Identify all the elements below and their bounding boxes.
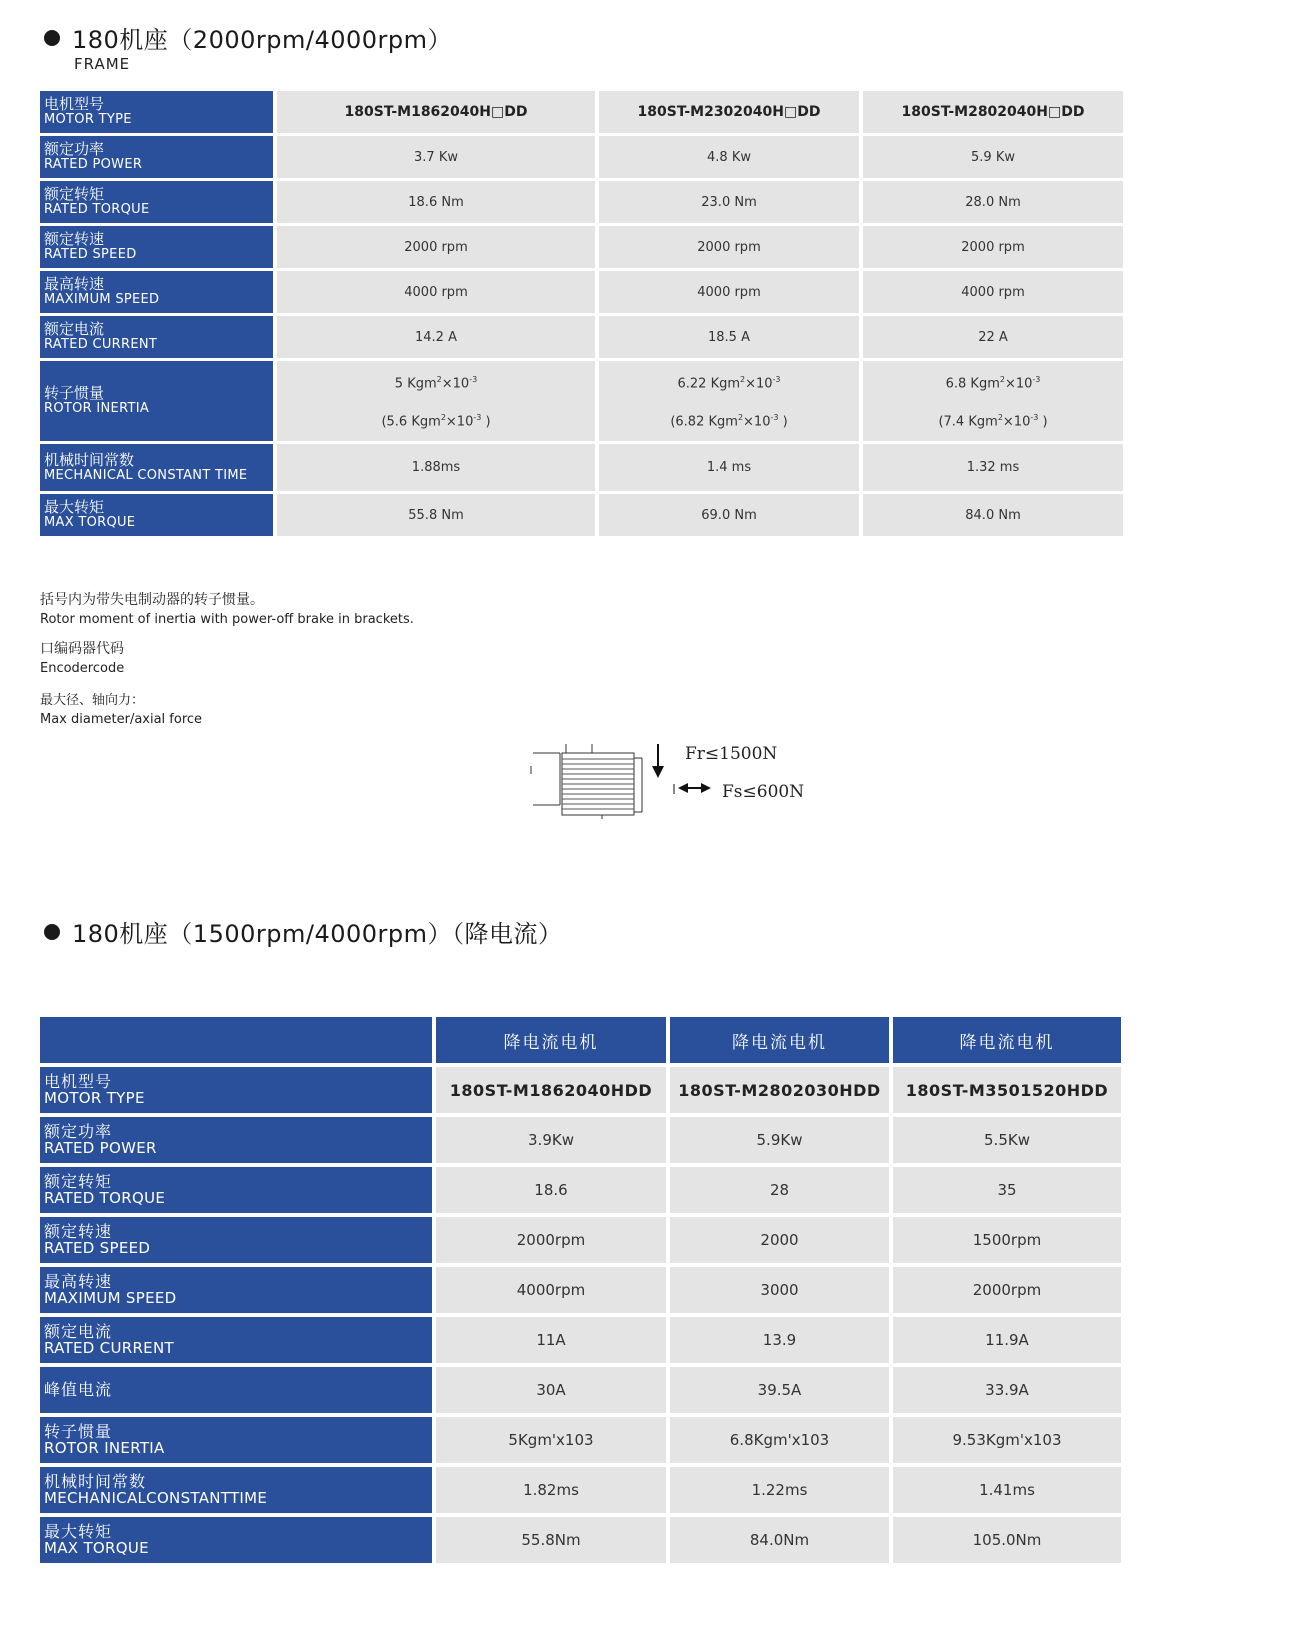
value-cell: 28 xyxy=(670,1167,889,1213)
value-cell: 55.8 Nm xyxy=(277,494,595,536)
paren-open: ( xyxy=(381,414,387,430)
row-label xyxy=(40,444,273,491)
row-label-zh: 机械时间常数 xyxy=(44,450,135,469)
table-row xyxy=(40,271,1123,313)
row-label xyxy=(40,226,273,268)
value-cell: 4000 rpm xyxy=(277,271,595,313)
paren-open: ( xyxy=(670,414,676,430)
section1-heading xyxy=(44,20,452,55)
table-row xyxy=(40,136,1123,178)
value-cell: 5.9 Kw xyxy=(863,136,1123,178)
value-cell: 28.0 Nm xyxy=(863,181,1123,223)
spec-table-reduced-current xyxy=(36,1013,1125,1567)
inertia-brake-value xyxy=(863,401,1123,439)
table-row xyxy=(40,226,1123,268)
row-label-zh: 转子惯量 xyxy=(44,384,105,403)
row-label-en: RATED POWER xyxy=(44,1138,157,1157)
value-cell: 1.88ms xyxy=(277,444,595,491)
row-label-en: RATED TORQUE xyxy=(44,202,150,218)
value-cell: 55.8Nm xyxy=(436,1517,666,1563)
inertia-exp: -3 xyxy=(1030,413,1039,422)
value-cell: 2000 rpm xyxy=(863,226,1123,268)
table-row xyxy=(40,91,1123,133)
inertia-unit: Kgm xyxy=(968,414,998,430)
row-label xyxy=(40,1267,432,1313)
table-row xyxy=(40,1117,1121,1163)
table-row xyxy=(40,1067,1121,1113)
frame-label: FRAME xyxy=(74,55,131,73)
row-label xyxy=(40,1317,432,1363)
paren-open: ( xyxy=(938,414,944,430)
table-row xyxy=(40,316,1123,358)
inertia-unit-sup: 2 xyxy=(440,413,446,422)
row-label xyxy=(40,1217,432,1263)
value-cell: 3000 xyxy=(670,1267,889,1313)
row-label xyxy=(40,1517,432,1563)
row-label xyxy=(40,1167,432,1213)
table-row xyxy=(40,494,1123,536)
table-row xyxy=(40,1417,1121,1463)
table-row xyxy=(40,1317,1121,1363)
table-row xyxy=(40,361,1123,441)
inertia-times: ×10 xyxy=(745,376,773,391)
inertia-unit: Kgm xyxy=(970,376,1000,391)
table-header-row xyxy=(40,1017,1121,1063)
inertia-times: ×10 xyxy=(445,414,474,430)
brake-note-en: Rotor moment of inertia with power-off brake in brackets. xyxy=(40,612,414,627)
table-row xyxy=(40,444,1123,491)
column-header: 降电流电机 xyxy=(893,1017,1121,1063)
header-blank-cell xyxy=(40,1017,432,1063)
inertia-exp: -3 xyxy=(770,413,779,422)
inertia-number: 6.8 xyxy=(945,376,967,391)
row-label-zh: 额定功率 xyxy=(44,1121,113,1141)
value-cell: 13.9 xyxy=(670,1317,889,1363)
motor-model-cell: 180ST-M1862040H□DD xyxy=(277,91,595,133)
fr-label: Fr≤1500N xyxy=(685,744,778,764)
value-cell: 5.5Kw xyxy=(893,1117,1121,1163)
row-label-en: MAX TORQUE xyxy=(44,1538,149,1557)
row-label-zh: 额定转矩 xyxy=(44,1171,113,1191)
inertia-cell xyxy=(863,361,1123,441)
bullet-icon xyxy=(44,924,60,940)
inertia-unit-sup: 2 xyxy=(740,374,746,384)
row-label-en: MOTOR TYPE xyxy=(44,112,132,128)
value-cell: 18.5 A xyxy=(599,316,859,358)
value-cell: 5.9Kw xyxy=(670,1117,889,1163)
inertia-unit: Kgm xyxy=(407,376,437,391)
value-cell: 11.9A xyxy=(893,1317,1121,1363)
force-note xyxy=(40,691,202,729)
value-cell: 1.32 ms xyxy=(863,444,1123,491)
row-label-en: ROTOR INERTIA xyxy=(44,401,150,417)
inertia-value xyxy=(277,363,595,401)
column-header: 降电流电机 xyxy=(436,1017,666,1063)
value-cell: 2000 rpm xyxy=(599,226,859,268)
value-cell: 3.7 Kw xyxy=(277,136,595,178)
section2-heading xyxy=(44,914,563,949)
inertia-value xyxy=(863,363,1123,401)
row-label xyxy=(40,1067,432,1113)
row-label-en: RATED TORQUE xyxy=(44,1188,166,1207)
inertia-unit: Kgm xyxy=(708,414,738,430)
encoder-note-en: Encodercode xyxy=(40,661,125,676)
value-cell: 1.41ms xyxy=(893,1467,1121,1513)
motor-model-cell: 180ST-M2802030HDD xyxy=(670,1067,889,1113)
fs-label: Fs≤600N xyxy=(722,782,805,802)
encoder-note xyxy=(40,640,124,678)
inertia-cell xyxy=(599,361,859,441)
value-cell: 11A xyxy=(436,1317,666,1363)
inertia-times: ×10 xyxy=(743,414,771,430)
row-label-zh: 额定转速 xyxy=(44,1221,113,1241)
value-cell: 84.0Nm xyxy=(670,1517,889,1563)
table-row xyxy=(40,1217,1121,1263)
table-row xyxy=(40,1167,1121,1213)
inertia-times: ×10 xyxy=(441,376,470,391)
motor-model-cell: 180ST-M3501520HDD xyxy=(893,1067,1121,1113)
inertia-unit: Kgm xyxy=(411,414,441,430)
value-cell: 1.22ms xyxy=(670,1467,889,1513)
value-cell: 9.53Kgm'x103 xyxy=(893,1417,1121,1463)
value-cell: 18.6 xyxy=(436,1167,666,1213)
inertia-brake-number: 6.82 xyxy=(675,414,705,430)
value-cell: 6.8Kgm'x103 xyxy=(670,1417,889,1463)
value-cell: 2000 rpm xyxy=(277,226,595,268)
force-note-en: Max diameter/axial force xyxy=(40,712,203,727)
row-label xyxy=(40,136,273,178)
paren-close: ) xyxy=(782,414,788,430)
row-label xyxy=(40,1467,432,1513)
value-cell: 2000rpm xyxy=(893,1267,1121,1313)
motor-model-cell: 180ST-M2802040H□DD xyxy=(863,91,1123,133)
value-cell: 69.0 Nm xyxy=(599,494,859,536)
inertia-value xyxy=(599,363,859,401)
value-cell: 5Kgm'x103 xyxy=(436,1417,666,1463)
row-label-zh: 额定功率 xyxy=(44,140,105,159)
table-row xyxy=(40,1517,1121,1563)
inertia-cell xyxy=(277,361,595,441)
row-label-en: RATED CURRENT xyxy=(44,1338,174,1357)
value-cell: 39.5A xyxy=(670,1367,889,1413)
value-cell: 23.0 Nm xyxy=(599,181,859,223)
value-cell: 2000 xyxy=(670,1217,889,1263)
motor-model-cell: 180ST-M2302040H□DD xyxy=(599,91,859,133)
row-label-en: MOTOR TYPE xyxy=(44,1088,145,1107)
row-label xyxy=(40,91,273,133)
row-label xyxy=(40,1417,432,1463)
paren-close: ) xyxy=(485,414,491,430)
inertia-brake-number: 7.4 xyxy=(943,414,965,430)
row-label-en: MECHANICAL CONSTANT TIME xyxy=(44,467,248,483)
value-cell: 105.0Nm xyxy=(893,1517,1121,1563)
spec-table-2000rpm xyxy=(36,88,1127,539)
row-label xyxy=(40,1367,432,1413)
inertia-exp: -3 xyxy=(1032,374,1041,384)
row-label-zh: 最高转速 xyxy=(44,1271,113,1291)
brake-note xyxy=(40,591,414,629)
row-label xyxy=(40,181,273,223)
row-label-en: MAXIMUM SPEED xyxy=(44,292,160,308)
inertia-unit: Kgm xyxy=(710,376,741,391)
inertia-times: ×10 xyxy=(1004,376,1033,391)
section1-title: 180机座（2000rpm/4000rpm） xyxy=(72,26,453,54)
row-label-zh: 额定转矩 xyxy=(44,185,105,204)
inertia-number: 6.22 xyxy=(677,376,707,391)
value-cell: 3.9Kw xyxy=(436,1117,666,1163)
row-label-en: MAXIMUM SPEED xyxy=(44,1288,177,1307)
row-label-en: ROTOR INERTIA xyxy=(44,1438,165,1457)
table-row xyxy=(40,1367,1121,1413)
motor-model-cell: 180ST-M1862040HDD xyxy=(436,1067,666,1113)
inertia-exp: -3 xyxy=(469,374,478,384)
inertia-exp: -3 xyxy=(473,413,482,422)
row-label-en: RATED CURRENT xyxy=(44,337,158,353)
paren-close: ) xyxy=(1042,414,1048,430)
row-label-en: MECHANICALCONSTANTTIME xyxy=(44,1488,268,1507)
value-cell: 84.0 Nm xyxy=(863,494,1123,536)
value-cell: 14.2 A xyxy=(277,316,595,358)
force-note-zh: 最大径、轴向力： xyxy=(40,693,145,708)
value-cell: 2000rpm xyxy=(436,1217,666,1263)
row-label xyxy=(40,361,273,441)
inertia-unit-sup: 2 xyxy=(737,413,744,422)
encoder-note-zh: 口编码器代码 xyxy=(40,641,124,657)
row-label-en: RATED SPEED xyxy=(44,247,137,263)
row-label-en: RATED SPEED xyxy=(44,1238,151,1257)
value-cell: 4000rpm xyxy=(436,1267,666,1313)
row-label-zh: 最高转速 xyxy=(44,275,105,294)
inertia-brake-value xyxy=(599,401,859,439)
table-row xyxy=(40,1267,1121,1313)
bullet-icon xyxy=(44,30,60,46)
row-label-zh: 转子惯量 xyxy=(44,1421,113,1441)
row-label xyxy=(40,271,273,313)
value-cell: 4000 rpm xyxy=(863,271,1123,313)
brake-note-zh: 括号内为带失电制动器的转子惯量。 xyxy=(40,592,264,608)
row-label-zh: 额定电流 xyxy=(44,1321,113,1341)
value-cell: 1500rpm xyxy=(893,1217,1121,1263)
row-label-en: RATED POWER xyxy=(44,157,143,173)
table-row xyxy=(40,1467,1121,1513)
inertia-unit-sup: 2 xyxy=(999,374,1005,384)
row-label-en: MAX TORQUE xyxy=(44,515,136,531)
value-cell: 4000 rpm xyxy=(599,271,859,313)
inertia-unit-sup: 2 xyxy=(997,413,1003,422)
column-header: 降电流电机 xyxy=(670,1017,889,1063)
value-cell: 1.82ms xyxy=(436,1467,666,1513)
value-cell: 35 xyxy=(893,1167,1121,1213)
row-label-zh: 峰值电流 xyxy=(44,1379,113,1399)
value-cell: 1.4 ms xyxy=(599,444,859,491)
value-cell: 18.6 Nm xyxy=(277,181,595,223)
value-cell: 30A xyxy=(436,1367,666,1413)
inertia-brake-number: 5.6 xyxy=(386,414,408,430)
inertia-unit-sup: 2 xyxy=(436,374,442,384)
row-label-zh: 电机型号 xyxy=(44,95,105,114)
row-label-zh: 额定电流 xyxy=(44,320,105,339)
inertia-brake-value xyxy=(277,401,595,439)
value-cell: 22 A xyxy=(863,316,1123,358)
row-label-zh: 最大转矩 xyxy=(44,498,105,517)
inertia-times: ×10 xyxy=(1002,414,1031,430)
row-label-zh: 机械时间常数 xyxy=(44,1471,147,1491)
row-label-zh: 最大转矩 xyxy=(44,1521,113,1541)
section2-title: 180机座（1500rpm/4000rpm）（降电流） xyxy=(72,920,563,948)
row-label-zh: 额定转速 xyxy=(44,230,105,249)
inertia-exp: -3 xyxy=(772,374,781,384)
row-label xyxy=(40,316,273,358)
table-row xyxy=(40,181,1123,223)
value-cell: 33.9A xyxy=(893,1367,1121,1413)
row-label xyxy=(40,494,273,536)
value-cell: 4.8 Kw xyxy=(599,136,859,178)
row-label xyxy=(40,1117,432,1163)
inertia-number: 5 xyxy=(394,376,404,391)
row-label-zh: 电机型号 xyxy=(44,1071,113,1091)
shaft-force-diagram xyxy=(530,738,830,828)
